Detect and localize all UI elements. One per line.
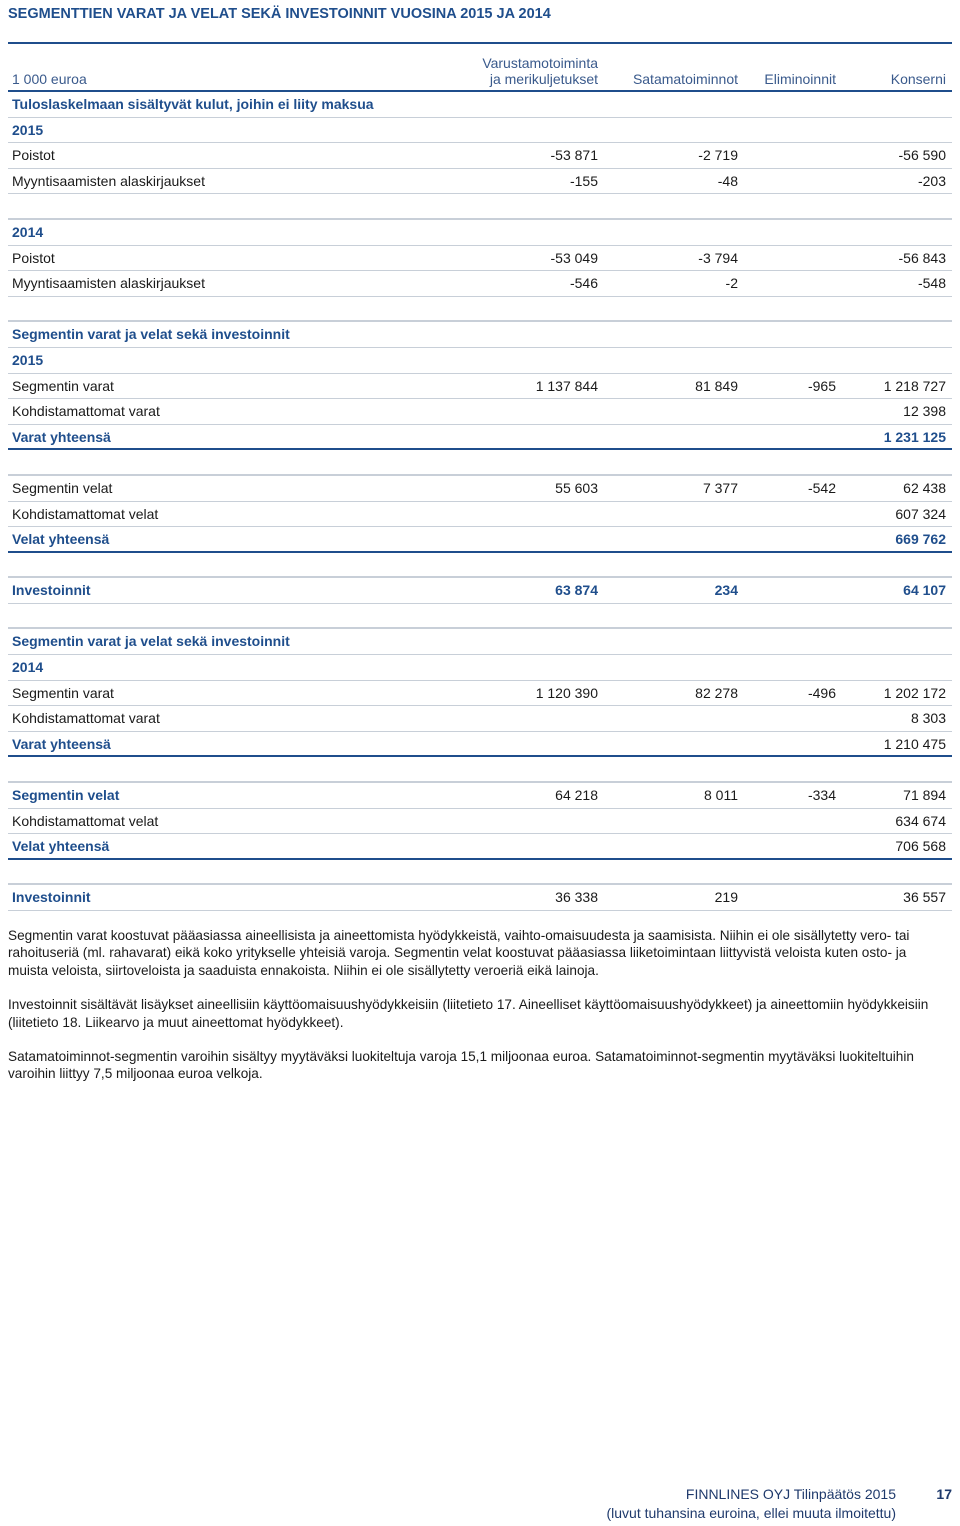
cell-value: -548 bbox=[917, 275, 946, 292]
note-paragraph: Satamatoiminnot-segmentin varoihin sisältyy myytäväksi luokiteltuja varoja 15,1 miljoonaa euroa. Satamatoiminnot-segmentin myytäväksi luokiteltuihin varoihin liittyy 7,5 miljoonaa euroa velkoja. bbox=[8, 1049, 914, 1082]
table-row bbox=[8, 425, 952, 451]
row-label: 2015 bbox=[12, 121, 44, 138]
cell-value: 219 bbox=[714, 889, 738, 906]
footer-title: FINNLINES OYJ Tilinpäätös 2015 bbox=[685, 1486, 896, 1502]
page-number: 17 bbox=[936, 1486, 952, 1502]
row-label: 2014 bbox=[12, 223, 44, 240]
table-header bbox=[8, 42, 952, 92]
row-label: Velat yhteensä bbox=[12, 838, 110, 855]
cell-value: 36 557 bbox=[903, 889, 946, 906]
cell-value: 36 338 bbox=[555, 889, 598, 906]
column-header-shipping-line2: ja merikuljetukset bbox=[489, 71, 598, 87]
row-label: Segmentin varat bbox=[12, 684, 114, 701]
cell-value: 706 568 bbox=[895, 838, 946, 855]
cell-value: -53 871 bbox=[550, 147, 598, 164]
unit-label: 1 000 euroa bbox=[12, 71, 87, 87]
table-row bbox=[8, 655, 952, 681]
table-row bbox=[8, 297, 952, 323]
table-row bbox=[8, 732, 952, 758]
table-row bbox=[8, 502, 952, 528]
cell-value: 607 324 bbox=[895, 505, 946, 522]
table-body bbox=[8, 92, 952, 911]
row-label: Tuloslaskelmaan sisältyvät kulut, joihin ei liity maksua bbox=[12, 96, 374, 112]
table-row bbox=[8, 271, 952, 297]
cell-value: 63 874 bbox=[555, 582, 598, 599]
cell-value: 55 603 bbox=[555, 479, 598, 496]
table-row bbox=[8, 246, 952, 272]
cell-value: -56 843 bbox=[898, 249, 946, 266]
cell-value: 12 398 bbox=[903, 403, 946, 420]
cell-value: 62 438 bbox=[903, 479, 946, 496]
row-label: Kohdistamattomat varat bbox=[12, 403, 160, 420]
cell-value: 1 120 390 bbox=[535, 684, 598, 701]
table-row bbox=[8, 476, 952, 502]
table-row bbox=[8, 783, 952, 809]
table-row bbox=[8, 706, 952, 732]
table-row bbox=[8, 885, 952, 911]
table-row bbox=[8, 194, 952, 220]
cell-value: -334 bbox=[807, 787, 836, 804]
table-row bbox=[8, 681, 952, 707]
cell-value: 71 894 bbox=[903, 787, 946, 804]
table-row bbox=[8, 450, 952, 476]
cell-value: 8 011 bbox=[704, 787, 738, 804]
cell-value: 8 303 bbox=[910, 710, 946, 727]
table-row bbox=[8, 527, 952, 553]
column-header-shipping bbox=[482, 55, 598, 87]
table-row bbox=[8, 860, 952, 886]
row-label: Myyntisaamisten alaskirjaukset bbox=[12, 275, 205, 292]
table-row bbox=[8, 169, 952, 195]
cell-value: 634 674 bbox=[895, 812, 946, 829]
cell-value: -56 590 bbox=[898, 147, 946, 164]
cell-value: 81 849 bbox=[695, 377, 738, 394]
notes bbox=[8, 927, 948, 1100]
cell-value: 82 278 bbox=[695, 684, 738, 701]
cell-value: 1 218 727 bbox=[883, 377, 946, 394]
row-label: Investoinnit bbox=[12, 582, 91, 599]
table-row bbox=[8, 604, 952, 630]
cell-value: -546 bbox=[569, 275, 598, 292]
column-header-group: Konserni bbox=[890, 71, 946, 87]
cell-value: -542 bbox=[807, 479, 836, 496]
cell-value: -2 bbox=[725, 275, 738, 292]
cell-value: -965 bbox=[807, 377, 836, 394]
note-paragraph: Investoinnit sisältävät lisäykset aineellisiin käyttöomaisuushyödykkeisiin (liitetieto 17. Aineelliset käyttöomaisuushyödykkeet) ja aineettomiin hyödykkeisiin (liitetieto 18. Liikearvo ja muut aineettomat hyödykkeet). bbox=[8, 997, 929, 1030]
table-row bbox=[8, 220, 952, 246]
row-label: 2015 bbox=[12, 351, 44, 368]
row-label: Kohdistamattomat velat bbox=[12, 505, 159, 522]
cell-value: 1 202 172 bbox=[883, 684, 946, 701]
cell-value: -3 794 bbox=[698, 249, 738, 266]
row-label: Segmentin varat ja velat sekä investoinnit bbox=[12, 326, 290, 343]
table-row bbox=[8, 757, 952, 783]
row-label: Investoinnit bbox=[12, 889, 91, 906]
row-label: Kohdistamattomat velat bbox=[12, 812, 159, 829]
table-row bbox=[8, 629, 952, 655]
row-label: Varat yhteensä bbox=[12, 735, 111, 752]
cell-value: 64 107 bbox=[903, 582, 946, 599]
row-label: Kohdistamattomat varat bbox=[12, 710, 160, 727]
cell-value: -203 bbox=[917, 172, 946, 189]
cell-value: -155 bbox=[569, 172, 598, 189]
table-row bbox=[8, 834, 952, 860]
cell-value: -53 049 bbox=[550, 249, 598, 266]
cell-value: 1 210 475 bbox=[883, 735, 946, 752]
row-label: Poistot bbox=[12, 249, 55, 266]
table-row bbox=[8, 399, 952, 425]
column-header-port: Satamatoiminnot bbox=[632, 71, 738, 87]
cell-value: 669 762 bbox=[895, 531, 946, 548]
row-label: Velat yhteensä bbox=[12, 531, 110, 548]
table-row bbox=[8, 348, 952, 374]
row-label: Segmentin velat bbox=[12, 787, 120, 804]
table-row bbox=[8, 578, 952, 604]
row-label: Myyntisaamisten alaskirjaukset bbox=[12, 172, 205, 189]
column-header-shipping-line1: Varustamotoiminta bbox=[482, 55, 598, 71]
cell-value: 1 137 844 bbox=[535, 377, 598, 394]
row-label: Segmentin varat ja velat sekä investoinnit bbox=[12, 633, 290, 650]
table-row bbox=[8, 92, 952, 118]
cell-value: 7 377 bbox=[702, 479, 738, 496]
table-row bbox=[8, 118, 952, 144]
cell-value: -48 bbox=[717, 172, 738, 189]
segment-table bbox=[8, 42, 952, 911]
cell-value: -2 719 bbox=[698, 147, 738, 164]
footer-subtitle: (luvut tuhansina euroina, ellei muuta ilmoitettu) bbox=[606, 1505, 896, 1521]
cell-value: 1 231 125 bbox=[883, 428, 946, 445]
row-label: Varat yhteensä bbox=[12, 428, 111, 445]
cell-value: -496 bbox=[807, 684, 836, 701]
table-row bbox=[8, 322, 952, 348]
table-row bbox=[8, 143, 952, 169]
cell-value: 234 bbox=[714, 582, 738, 599]
row-label: 2014 bbox=[12, 659, 44, 676]
row-label: Poistot bbox=[12, 147, 55, 164]
column-header-eliminations: Eliminoinnit bbox=[764, 71, 836, 87]
note-paragraph: Segmentin varat koostuvat pääasiassa aineellisista ja aineettomista hyödykkeistä, vaihto-omaisuudesta ja saamisista. Niihin ei ole sisällytetty vero- tai rahoituseriä (ml. rahavarat) eikä koko yritykselle yhteisiä varoja. Segmentin velat koostuvat pääasiassa liiketoimintaan liittyvistä veloista kuten osto- ja muista veloista, siirtoveloista ja saaduista ennakoista. Niihin ei ole sisällytetty veroeriä eikä lainoja. bbox=[8, 928, 910, 978]
row-label: Segmentin velat bbox=[12, 479, 113, 496]
row-label: Segmentin varat bbox=[12, 377, 114, 394]
table-row bbox=[8, 809, 952, 835]
page-title: SEGMENTTIEN VARAT JA VELAT SEKÄ INVESTOINNIT VUOSINA 2015 JA 2014 bbox=[8, 6, 551, 22]
table-row bbox=[8, 553, 952, 579]
cell-value: 64 218 bbox=[555, 787, 598, 804]
table-row bbox=[8, 374, 952, 400]
